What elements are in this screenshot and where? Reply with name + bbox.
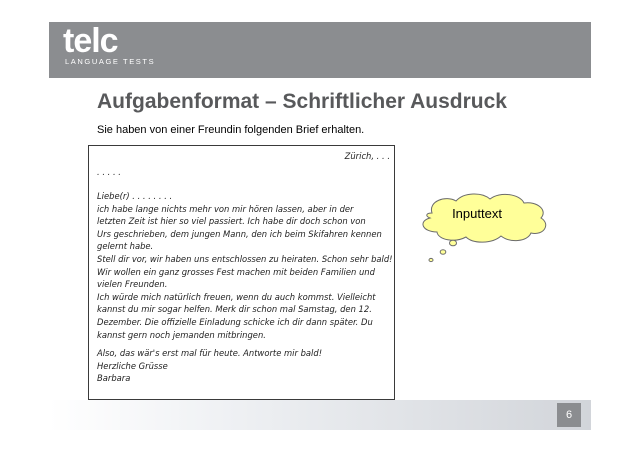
- logo-wordmark: telc: [63, 22, 118, 60]
- letter-line: vielen Freunden.: [97, 279, 168, 290]
- thought-bubble: [410, 183, 560, 268]
- thought-bubble-text: Inputtext: [452, 206, 502, 221]
- letter-line: gelernt habe.: [97, 241, 154, 252]
- letter-line: kannst gern noch jemanden mitbringen.: [97, 329, 266, 340]
- letter-line: Dezember. Die offizielle Einladung schicke ich dir dann später. Du: [97, 316, 373, 327]
- letter-line: Urs geschrieben, dem jungen Mann, den ich beim Skifahren kennen: [97, 228, 382, 239]
- page-number: 6: [557, 403, 581, 427]
- slide-subtitle: Sie haben von einer Freundin folgenden Brief erhalten.: [97, 124, 365, 136]
- logo-tagline: LANGUAGE TESTS: [65, 57, 156, 66]
- letter-line: Liebe(r) . . . . . . . .: [97, 191, 173, 201]
- letter-placeholder-dots: . . . . .: [97, 167, 121, 177]
- letter-body: [97, 190, 393, 385]
- thought-bubble-shape: [410, 183, 560, 268]
- footer-bar: [49, 400, 591, 430]
- letter-line: Herzliche Grüsse: [97, 360, 168, 371]
- letter-line: Stell dir vor, wir haben uns entschlossen zu heiraten. Schon sehr bald!: [97, 253, 393, 264]
- letter-box: [88, 145, 395, 400]
- slide-title: Aufgabenformat – Schriftlicher Ausdruck: [97, 90, 507, 113]
- telc-logo: [63, 22, 203, 73]
- letter-signature: Barbara: [97, 373, 131, 384]
- letter-line: Also, das wär's erst mal für heute. Antworte mir bald!: [97, 348, 323, 359]
- letter-line: Wir wollen ein ganz grosses Fest machen mit beiden Familien und: [97, 266, 375, 277]
- letter-line: kannst du mir sogar helfen. Merk dir schon mal Samstag, den 12.: [97, 304, 372, 315]
- letter-place-date: Zürich, . . .: [344, 151, 390, 161]
- letter-line: ich habe lange nichts mehr von mir hören lassen, aber in der: [97, 203, 354, 214]
- letter-line: letzten Zeit ist hier so viel passiert. Ich habe dir doch schon von: [97, 216, 366, 227]
- letter-line: Ich würde mich natürlich freuen, wenn du auch kommst. Vielleicht: [97, 291, 376, 302]
